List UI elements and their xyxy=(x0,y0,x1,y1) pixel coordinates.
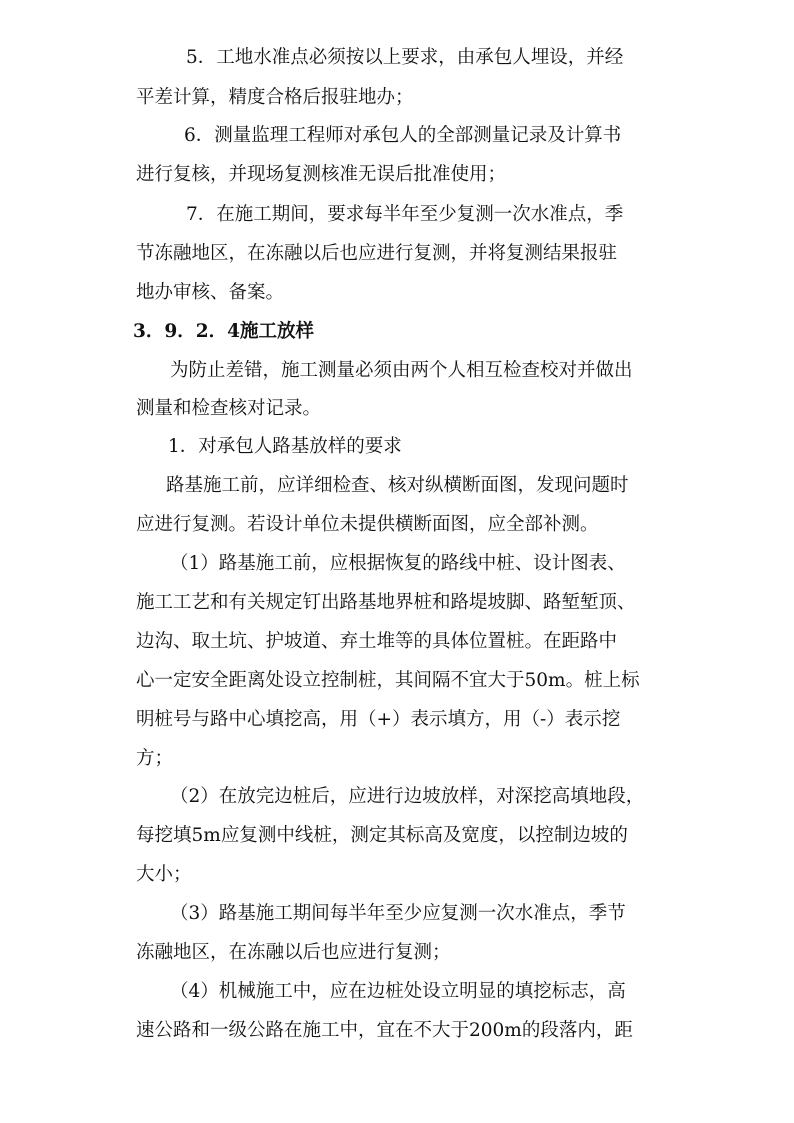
text-line: 为防止差错，施工测量必须由两个人相互检查校对并做出 xyxy=(170,360,633,381)
text-line: 地办审核、备案。 xyxy=(136,282,285,303)
text-line: 节冻融地区，在冻融以后也应进行复测，并将复测结果报驻 xyxy=(136,243,618,264)
text-line: 7．在施工期间，要求每半年至少复测一次水准点，季 xyxy=(186,204,624,225)
text-line: 应进行复测。若设计单位未提供横断面图，应全部补测。 xyxy=(136,514,599,535)
text-line: （4）机械施工中，应在边桩处设立明显的填挖标志，高 xyxy=(170,981,626,1002)
text-line: 路基施工前，应详细检查、核对纵横断面图，发现问题时 xyxy=(166,475,629,496)
text-line: 明桩号与路中心填挖高，用（+）表示填方，用（-）表示挖 xyxy=(136,709,621,730)
text-line: 每挖填5m应复测中线桩，测定其标高及宽度，以控制边坡的 xyxy=(136,825,628,846)
text-line: 大小； xyxy=(136,864,192,885)
section-heading: 3．9．2．4施工放样 xyxy=(133,321,314,342)
text-line: 1．对承包人路基放样的要求 xyxy=(168,436,402,457)
text-line: 方； xyxy=(136,748,174,769)
text-line: （2）在放完边桩后，应进行边坡放样，对深挖高填地段， xyxy=(170,786,645,807)
text-line: 测量和检查核对记录。 xyxy=(136,398,322,419)
text-line: （1）路基施工前，应根据恢复的路线中桩、设计图表、 xyxy=(170,553,626,574)
text-line: 平差计算，精度合格后报驻地办； xyxy=(136,87,414,108)
text-line: 边沟、取土坑、护坡道、弃土堆等的具体位置桩。在距路中 xyxy=(136,631,618,652)
text-line: 进行复核，并现场复测核准无误后批准使用； xyxy=(136,164,507,185)
text-line: 速公路和一级公路在施工中，宜在不大于200m的段落内，距 xyxy=(136,1020,633,1041)
text-line: 施工工艺和有关规定钉出路基地界桩和路堤坡脚、路堑堑顶、 xyxy=(136,592,636,613)
text-line: 6．测量监理工程师对承包人的全部测量记录及计算书 xyxy=(184,125,622,146)
text-line: 5．工地水准点必须按以上要求，由承包人埋设，并经 xyxy=(186,47,624,68)
text-line: （3）路基施工期间每半年至少应复测一次水准点，季节 xyxy=(170,903,626,924)
text-line: 心一定安全距离处设立控制桩，其间隔不宜大于50m。桩上标 xyxy=(136,670,640,691)
text-line: 冻融地区，在冻融以后也应进行复测； xyxy=(136,942,451,963)
